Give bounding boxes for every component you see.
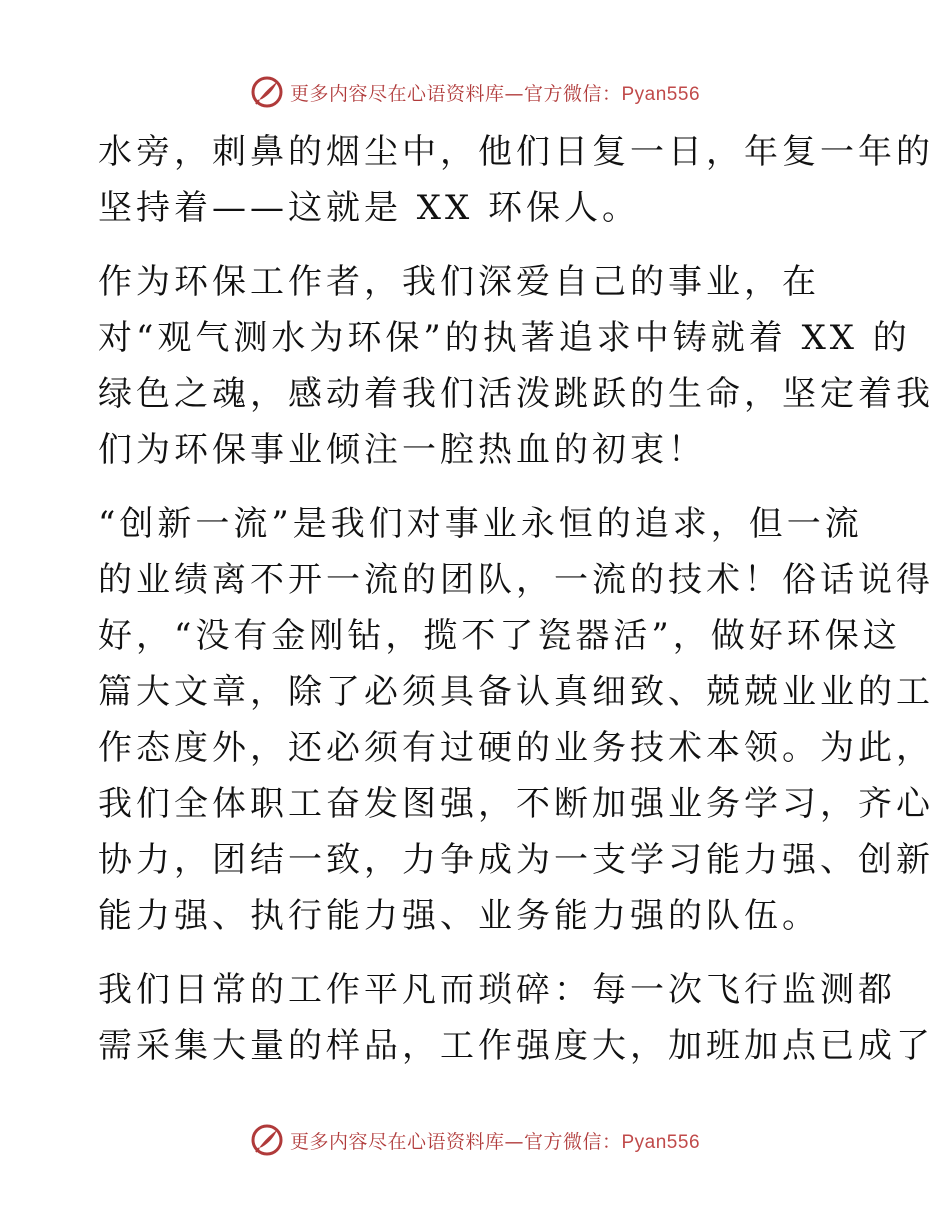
header-watermark (0, 72, 950, 112)
watermark-official: 官方微信： (523, 82, 622, 105)
watermark-separator: — (504, 1130, 524, 1153)
paragraph (98, 962, 934, 1074)
text-line: 作态度外，还必须有过硬的业务技术本领。为此， (98, 728, 934, 768)
feather-logo-icon (250, 1123, 284, 1157)
text-line: 好，“没有金刚钻，揽不了瓷器活”，做好环保这 (98, 616, 901, 656)
text-line: 篇大文章，除了必须具备认真细致、兢兢业业的工 (98, 672, 934, 712)
text-line: 协力，团结一致，力争成为一支学习能力强、创新 (98, 840, 934, 880)
watermark-handle: Pyan556 (621, 1131, 701, 1153)
text-line: 需采集大量的样品，工作强度大，加班加点已成了 (98, 1026, 934, 1066)
footer-watermark (0, 1120, 950, 1160)
watermark-brand: 更多内容尽在心语资料库 (289, 82, 505, 105)
text-line: 坚持着——这就是 XX 环保人。 (98, 188, 641, 228)
text-line: 对“观气测水为环保”的执著追求中铸就着 XX 的 (98, 318, 911, 358)
text-line: 作为环保工作者，我们深爱自己的事业，在 (98, 262, 820, 302)
paragraph (98, 496, 934, 944)
watermark-handle: Pyan556 (621, 83, 701, 105)
paragraph (98, 254, 934, 478)
watermark-separator: — (504, 82, 524, 105)
document-body (98, 124, 934, 1074)
text-line: “创新一流”是我们对事业永恒的追求，但一流 (98, 504, 863, 544)
text-line: 水旁，刺鼻的烟尘中，他们日复一日，年复一年的 (98, 132, 934, 172)
paragraph (98, 124, 934, 236)
watermark-text (290, 79, 700, 106)
text-line: 们为环保事业倾注一腔热血的初衷！ (98, 430, 706, 470)
text-line: 的业绩离不开一流的团队，一流的技术！俗话说得 (98, 560, 934, 600)
feather-logo-icon (250, 75, 284, 109)
watermark-text (290, 1127, 700, 1154)
text-line: 绿色之魂，感动着我们活泼跳跃的生命，坚定着我 (98, 374, 934, 414)
text-line: 我们全体职工奋发图强，不断加强业务学习，齐心 (98, 784, 934, 824)
text-line: 我们日常的工作平凡而琐碎：每一次飞行监测都 (98, 970, 896, 1010)
watermark-official: 官方微信： (523, 1130, 622, 1153)
text-line: 能力强、执行能力强、业务能力强的队伍。 (98, 896, 820, 936)
watermark-brand: 更多内容尽在心语资料库 (289, 1130, 505, 1153)
